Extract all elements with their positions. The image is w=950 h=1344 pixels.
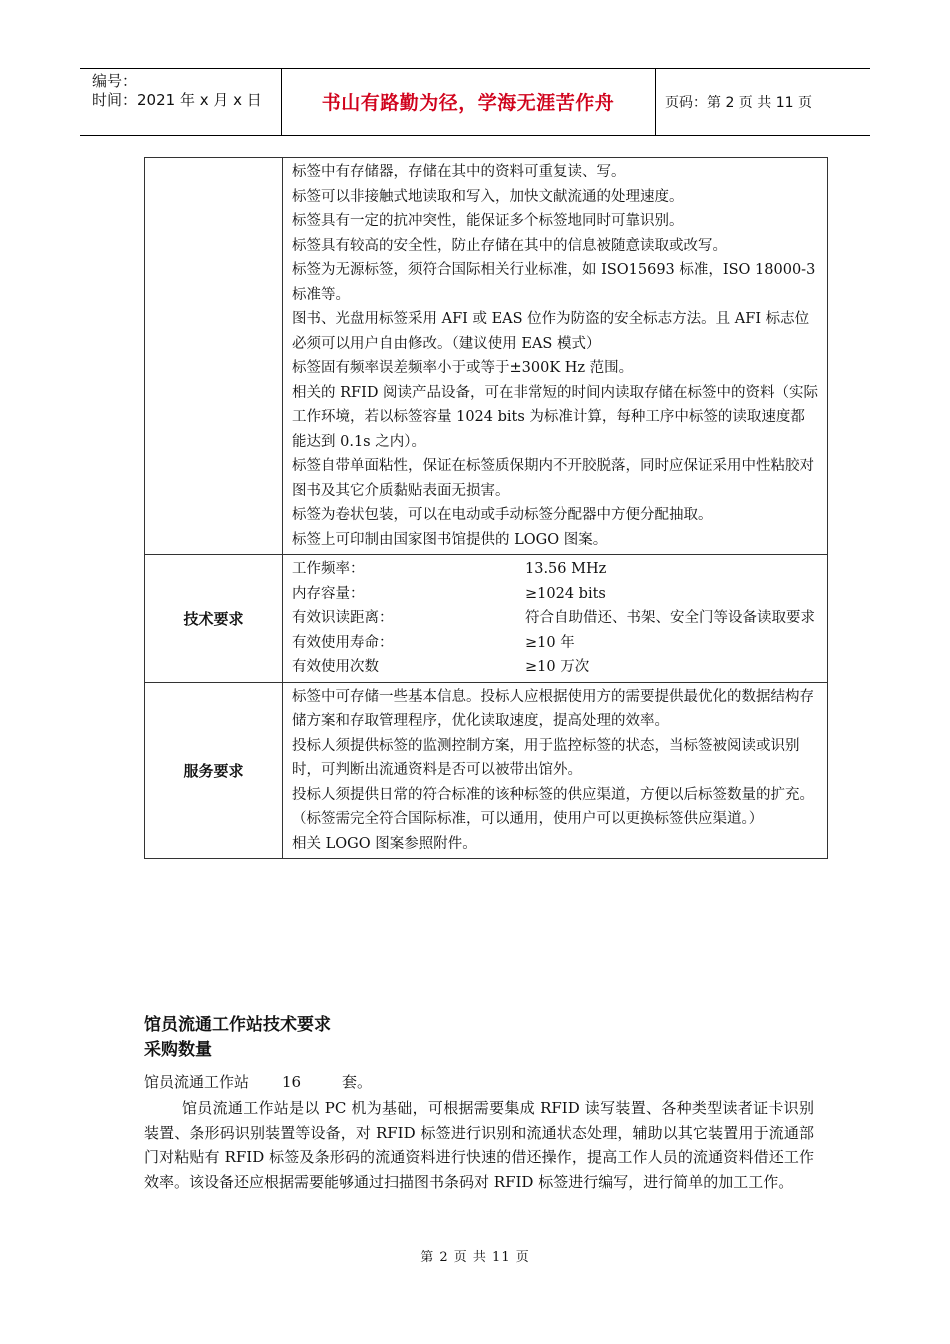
- spec-value: 13.56 MHz: [525, 561, 607, 577]
- spec-item: [292, 582, 819, 607]
- list-item: 相关的 RFID 阅读产品设备，可在非常短的时间内读取存储在标签中的资料（实际工作环境，若以标签容量 1024 bits 为标准计算，每种工序中标签的读取速度都能达到 0.1s 之内）。: [292, 384, 819, 450]
- section-subtitle: 采购数量: [144, 1040, 212, 1060]
- list-item: 标签中可存储一些基本信息。投标人应根据使用方的需要提供最优化的数据结构存储方案和存取管理程序，优化读取速度，提高处理的效率。: [292, 688, 814, 729]
- row-content: [283, 682, 828, 859]
- spec-key: 有效使用寿命：: [292, 634, 394, 651]
- section-title: 馆员流通工作站技术要求: [144, 1015, 331, 1035]
- spec-value: ≥10 年: [525, 634, 575, 651]
- document-number: 编号：: [92, 72, 138, 90]
- header-divider: [655, 68, 656, 135]
- spec-key: 有效使用次数: [292, 659, 379, 675]
- list-item: 标签为无源标签，须符合国际相关行业标准，如 ISO15693 标准，ISO 18000-3 标准等。: [292, 262, 816, 303]
- spec-key: 工作频率：: [292, 561, 365, 577]
- document-date: 时间：2021 年 x 月 x 日: [92, 91, 262, 109]
- quantity-unit: 套。: [342, 1073, 373, 1091]
- spec-item: [292, 631, 819, 656]
- section-paragraph: 馆员流通工作站是以 PC 机为基础，可根据需要集成 RFID 读写装置、各种类型读者证卡识别装置、条形码识别装置等设备，对 RFID 标签进行识别和流通状态处理，辅助以其它装置用于流通部门对粘贴有 RFID 标签及条形码的流通资料进行快速的借还操作，提高工作人员的流通资料借还工作效率。该设备还应根据需要能够通过扫描图书条码对 RFID 标签进行编写，进行简单的加工工作。: [144, 1099, 814, 1191]
- row-label: 技术要求: [145, 555, 283, 683]
- row-content: [283, 158, 828, 555]
- header-bottom-rule: [80, 135, 870, 136]
- spec-item: [292, 557, 819, 582]
- row-content: [283, 555, 828, 683]
- row-label: 服务要求: [145, 682, 283, 859]
- list-item: 投标人须提供日常的符合标准的该种标签的供应渠道，方便以后标签数量的扩充。（标签需完全符合国际标准，可以通用，使用户可以更换标签供应渠道。）: [292, 786, 814, 827]
- list-item: 标签为卷状包装，可以在电动或手动标签分配器中方便分配抽取。: [292, 507, 713, 523]
- list-item: 图书、光盘用标签采用 AFI 或 EAS 位作为防盗的安全标志方法。且 AFI 标志位必须可以用户自由修改。（建议使用 EAS 模式）: [292, 311, 810, 352]
- spec-item: [292, 655, 819, 680]
- row-label: [145, 158, 283, 555]
- list-item: 投标人须提供标签的监测控制方案，用于监控标签的状态，当标签被阅读或识别时，可判断出流通资料是否可以被带出馆外。: [292, 737, 800, 778]
- list-item: 标签上可印制由国家图书馆提供的 LOGO 图案。: [292, 531, 608, 548]
- spec-key: 内存容量：: [292, 585, 365, 602]
- spec-value: ≥10 万次: [525, 659, 590, 675]
- spec-item: [292, 606, 819, 631]
- table-row: [145, 555, 828, 683]
- header-page-number: 页码：第 2 页 共 11 页: [665, 94, 812, 111]
- header-motto: 书山有路勤为径，学海无涯苦作舟: [321, 92, 615, 114]
- spec-value: ≥1024 bits: [525, 585, 606, 602]
- spec-key: 有效识读距离：: [292, 610, 394, 626]
- requirements-table: [144, 157, 828, 859]
- list-item: 标签具有较高的安全性，防止存储在其中的信息被随意读取或改写。: [292, 237, 727, 254]
- quantity-number: 16: [282, 1073, 302, 1091]
- list-item: 标签自带单面粘性，保证在标签质保期内不开胶脱落，同时应保证采用中性粘胶对图书及其它介质黏贴表面无损害。: [292, 458, 814, 499]
- table-row: [145, 682, 828, 859]
- quantity-item: 馆员流通工作站: [144, 1073, 250, 1091]
- list-item: 标签具有一定的抗冲突性，能保证多个标签地同时可靠识别。: [292, 213, 684, 229]
- header-meta: [92, 72, 262, 110]
- page-footer: 第 2 页 共 11 页: [420, 1250, 530, 1265]
- list-item: 标签可以非接触式地读取和写入，加快文献流通的处理速度。: [292, 188, 684, 205]
- list-item: 标签固有频率误差频率小于或等于±300K Hz 范围。: [292, 360, 634, 376]
- spec-value: 符合自助借还、书架、安全门等设备读取要求: [525, 610, 815, 626]
- quantity-line: [144, 1071, 372, 1092]
- list-item: 标签中有存储器，存储在其中的资料可重复读、写。: [292, 164, 626, 180]
- table-row: [145, 158, 828, 555]
- list-item: 相关 LOGO 图案参照附件。: [292, 835, 477, 852]
